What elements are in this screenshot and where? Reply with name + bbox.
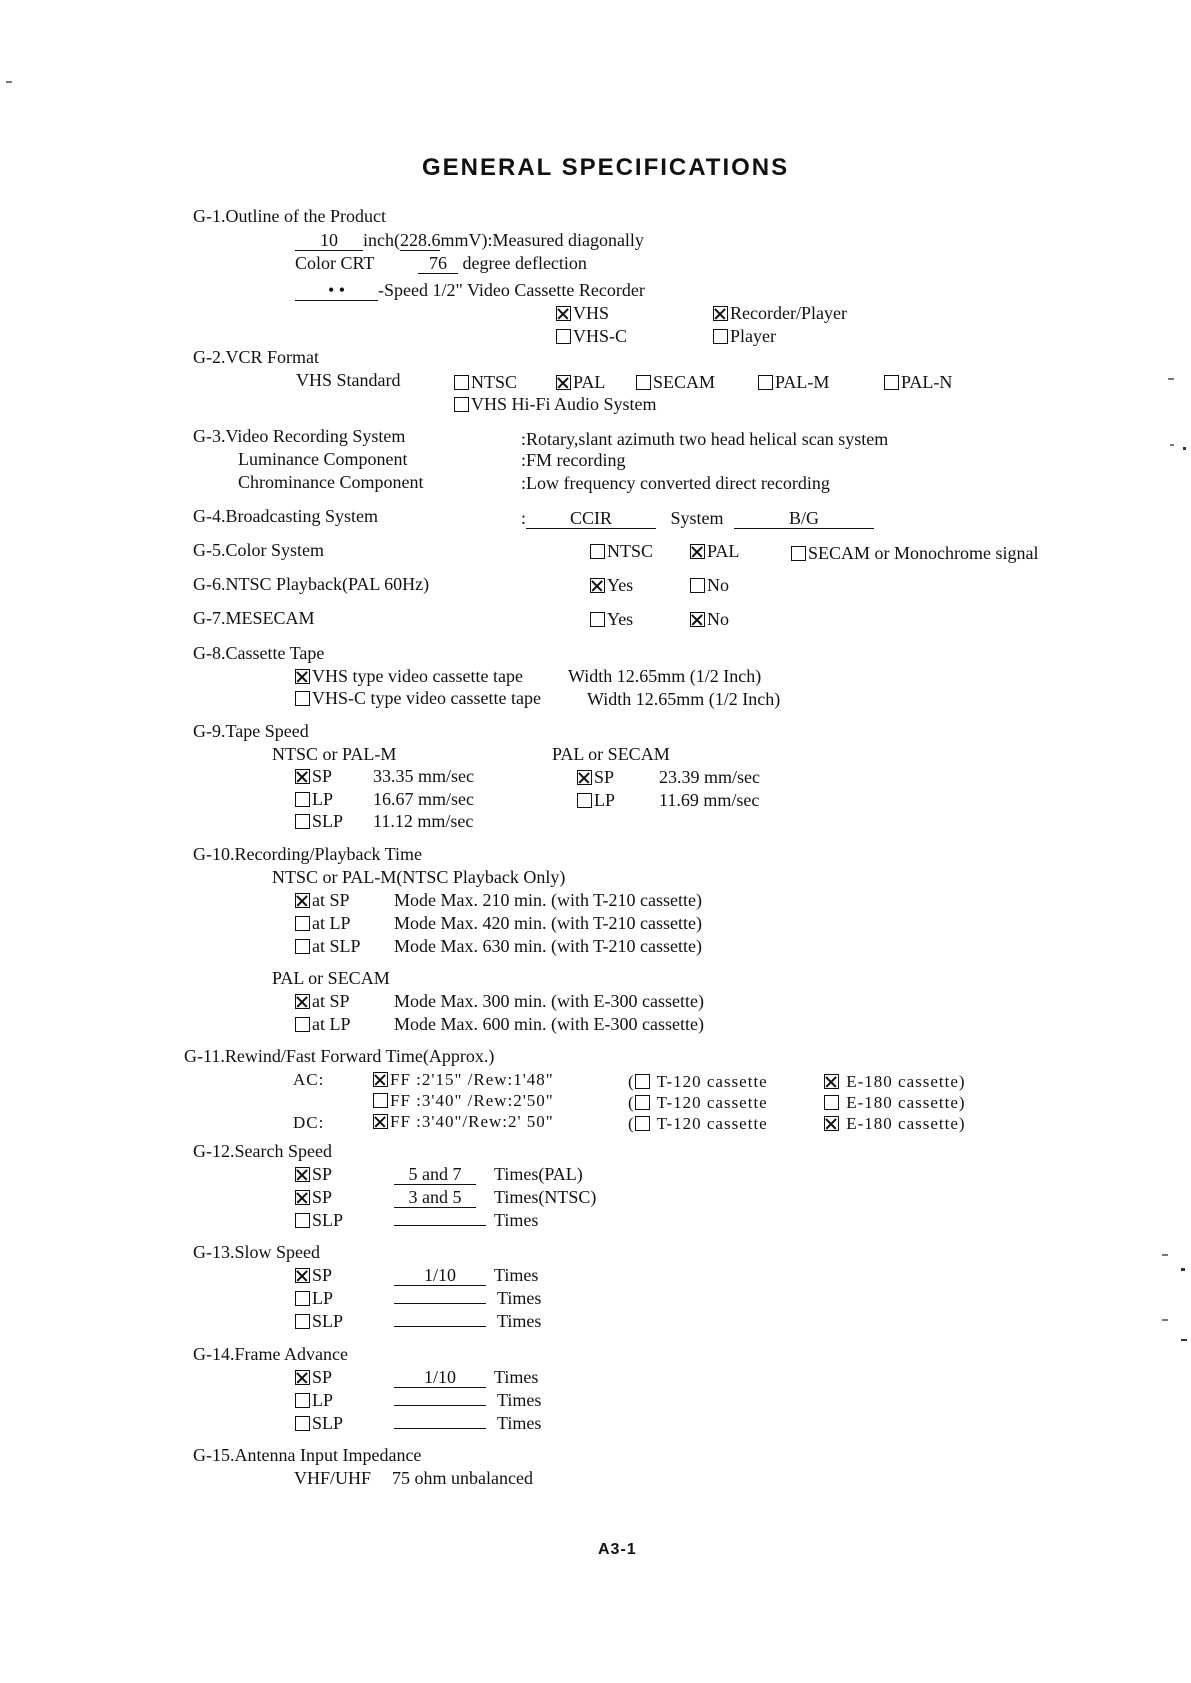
checkbox-unchecked (690, 578, 705, 593)
checkbox-checked (824, 1074, 839, 1089)
g9-pal-sp: SP (577, 768, 614, 786)
checkbox-checked (373, 1072, 388, 1087)
g11-row-2-ff: FF :3'40" /Rew:2'50" (373, 1092, 554, 1109)
checkbox-checked (556, 306, 571, 321)
g6-yes: Yes (590, 576, 633, 594)
g10-heading: G-10.Recording/Playback Time (193, 844, 422, 864)
g15-heading: G-15.Antenna Input Impedance (193, 1445, 422, 1465)
g9-pal-sp-speed: 23.39 mm/sec (659, 767, 760, 787)
g2-hifi: VHS Hi-Fi Audio System (454, 395, 657, 413)
g3-heading: G-3.Video Recording System (193, 426, 406, 446)
checkbox-unchecked (295, 814, 310, 829)
g11-row-1-t: ( T-120 cassette (628, 1072, 768, 1091)
g12-row-1-unit: Times(PAL) (494, 1164, 583, 1184)
g8-vhsc: VHS-C type video cassette tape (295, 689, 541, 707)
g12-row-1-mode: SP (295, 1165, 332, 1183)
g10-ntsc-slp-text: Mode Max. 630 min. (with T-210 cassette) (394, 936, 702, 956)
g8-heading: G-8.Cassette Tape (193, 643, 325, 663)
g11-row-3-e: E-180 cassette) (824, 1115, 966, 1132)
g9-ntsc-lp-speed: 16.67 mm/sec (373, 789, 474, 809)
g2-ntsc: NTSC (454, 373, 517, 391)
g1-crt-line (418, 254, 587, 274)
g2-pal: PAL (556, 373, 605, 391)
g9-pal-lp-speed: 11.69 mm/sec (659, 790, 760, 810)
checkbox-unchecked (295, 1291, 310, 1306)
g12-row-3-mode: SLP (295, 1211, 343, 1229)
g9-ntsc-lp: LP (295, 790, 333, 808)
g1-vhs: VHS (556, 304, 609, 322)
checkbox-unchecked (295, 1393, 310, 1408)
g5-heading: G-5.Color System (193, 540, 325, 560)
g1-size-post: mmV):Measured diagonally (440, 230, 644, 250)
g10-pal-heading: PAL or SECAM (272, 968, 390, 988)
g2-heading: G-2.VCR Format (193, 347, 319, 367)
checkbox-checked (295, 893, 310, 908)
g6-no: No (690, 576, 729, 594)
checkbox-unchecked (454, 375, 469, 390)
g1-crt-degree: 76 (418, 254, 458, 274)
checkbox-unchecked (824, 1095, 839, 1110)
checkbox-unchecked (713, 329, 728, 344)
checkbox-unchecked (295, 1314, 310, 1329)
g1-size-value: 10 (295, 231, 363, 251)
g13-row-3-unit: Times (497, 1311, 542, 1331)
g9-pal-heading: PAL or SECAM (552, 744, 670, 764)
checkbox-checked (577, 770, 592, 785)
g12-heading: G-12.Search Speed (193, 1141, 332, 1161)
g12-row-1-value: 5 and 7 (394, 1165, 476, 1185)
g11-row-1-ff: FF :2'15" /Rew:1'48" (373, 1071, 554, 1088)
checkbox-unchecked (635, 1095, 650, 1110)
g2-secam: SECAM (636, 373, 715, 391)
g10-pal-lp: at LP (295, 1015, 351, 1033)
checkbox-unchecked (295, 939, 310, 954)
g10-pal-sp: at SP (295, 992, 350, 1010)
g12-row-2-mode: SP (295, 1188, 332, 1206)
checkbox-checked (556, 375, 571, 390)
g13-row-2-mode: LP (295, 1289, 333, 1307)
g1-speed-post: -Speed 1/2" Video Cassette Recorder (378, 280, 645, 300)
checkbox-unchecked (556, 329, 571, 344)
g5-pal: PAL (690, 542, 739, 560)
g9-pal-lp: LP (577, 791, 615, 809)
g14-heading: G-14.Frame Advance (193, 1344, 348, 1364)
g14-row-2-mode: LP (295, 1391, 333, 1409)
g15-value: 75 ohm unbalanced (392, 1468, 533, 1488)
checkbox-unchecked (295, 691, 310, 706)
g11-ac-label: AC: (293, 1070, 325, 1089)
g12-row-2-value: 3 and 5 (394, 1188, 476, 1208)
g14-row-1-mode: SP (295, 1368, 332, 1386)
g14-row-1-value: 1/10 (394, 1368, 486, 1388)
g14-row-3-unit: Times (497, 1413, 542, 1433)
g12-row-3-value (394, 1211, 486, 1229)
g8-vhs: VHS type video cassette tape (295, 667, 523, 685)
checkbox-unchecked (295, 1017, 310, 1032)
checkbox-unchecked (590, 544, 605, 559)
scan-mark (1181, 1339, 1187, 1341)
g11-dc-label: DC: (293, 1113, 325, 1132)
g10-ntsc-lp-text: Mode Max. 420 min. (with T-210 cassette) (394, 913, 702, 933)
g7-heading: G-7.MESECAM (193, 608, 315, 628)
checkbox-unchecked (295, 1416, 310, 1431)
g3-chrominance: Chrominance Component (238, 472, 424, 492)
g10-pal-lp-text: Mode Max. 600 min. (with E-300 cassette) (394, 1014, 704, 1034)
scan-mark (1162, 1254, 1168, 1256)
g14-row-1-unit: Times (494, 1367, 539, 1387)
g13-row-3-mode: SLP (295, 1312, 343, 1330)
checkbox-checked (295, 669, 310, 684)
g11-heading: G-11.Rewind/Fast Forward Time(Approx.) (184, 1046, 495, 1066)
checkbox-checked (295, 1190, 310, 1205)
g7-no: No (690, 610, 729, 628)
g8-vhs-width: Width 12.65mm (1/2 Inch) (568, 666, 762, 686)
g14-row-2-value (394, 1391, 486, 1409)
g11-row-1-e: E-180 cassette) (824, 1073, 966, 1090)
g9-ntsc-slp-speed: 11.12 mm/sec (373, 811, 474, 831)
g10-pal-sp-text: Mode Max. 300 min. (with E-300 cassette) (394, 991, 704, 1011)
checkbox-checked (690, 612, 705, 627)
g3-luminance: Luminance Component (238, 449, 408, 469)
g4-system: System (670, 508, 724, 528)
g14-row-2-unit: Times (497, 1390, 542, 1410)
checkbox-unchecked (295, 792, 310, 807)
g3-value-2: :FM recording (521, 450, 626, 470)
scan-mark (1170, 444, 1174, 446)
g10-ntsc-lp: at LP (295, 914, 351, 932)
g2-label: VHS Standard (296, 370, 401, 390)
checkbox-checked (295, 1268, 310, 1283)
scan-mark (1162, 1319, 1168, 1321)
g1-size-unit: inch( (363, 230, 400, 250)
scan-mark (1168, 378, 1174, 380)
page-title: GENERAL SPECIFICATIONS (422, 154, 790, 181)
g10-ntsc-slp: at SLP (295, 937, 361, 955)
checkbox-unchecked (758, 375, 773, 390)
checkbox-unchecked (590, 612, 605, 627)
g1-speed-value: • • (295, 281, 378, 301)
g11-row-3-t: ( T-120 cassette (628, 1114, 768, 1133)
scan-mark (6, 81, 12, 83)
scan-mark (1183, 447, 1186, 450)
g9-ntsc-slp: SLP (295, 812, 343, 830)
g6-heading: G-6.NTSC Playback(PAL 60Hz) (193, 574, 430, 594)
checkbox-unchecked (636, 375, 651, 390)
g5-secam: SECAM or Monochrome signal (791, 544, 1038, 562)
checkbox-unchecked (791, 546, 806, 561)
g10-ntsc-sp-text: Mode Max. 210 min. (with T-210 cassette) (394, 890, 702, 910)
g7-yes: Yes (590, 610, 633, 628)
g2-palm: PAL-M (758, 373, 829, 391)
g1-crt-label: Color CRT (295, 253, 375, 273)
g1-vhsc: VHS-C (556, 327, 627, 345)
g12-row-2-unit: Times(NTSC) (494, 1187, 597, 1207)
g13-row-1-value: 1/10 (394, 1266, 486, 1286)
checkbox-checked (690, 544, 705, 559)
g14-row-3-value (394, 1414, 486, 1432)
g13-heading: G-13.Slow Speed (193, 1242, 320, 1262)
checkbox-checked (824, 1116, 839, 1131)
g4-ccir: CCIR (526, 509, 656, 529)
checkbox-unchecked (635, 1074, 650, 1089)
checkbox-checked (590, 578, 605, 593)
g11-row-2-t: ( T-120 cassette (628, 1093, 768, 1112)
g1-heading: G-1.Outline of the Product (193, 206, 386, 226)
checkbox-checked (295, 769, 310, 784)
checkbox-checked (713, 306, 728, 321)
g1-recorder-player: Recorder/Player (713, 304, 847, 322)
g2-paln: PAL-N (884, 373, 952, 391)
checkbox-checked (295, 1167, 310, 1182)
scan-mark (1181, 1268, 1185, 1271)
checkbox-unchecked (454, 397, 469, 412)
g13-row-1-mode: SP (295, 1266, 332, 1284)
g9-ntsc-sp: SP (295, 767, 332, 785)
checkbox-unchecked (884, 375, 899, 390)
page-number: A3-1 (598, 1541, 637, 1558)
g11-row-2-e: E-180 cassette) (824, 1094, 966, 1111)
g13-row-3-value (394, 1312, 486, 1330)
g15-label: VHF/UHF (294, 1468, 372, 1488)
g10-ntsc-sp: at SP (295, 891, 350, 909)
g14-row-3-mode: SLP (295, 1414, 343, 1432)
g4-value-line: : CCIR System B/G (521, 509, 874, 529)
checkbox-checked (373, 1114, 388, 1129)
g4-bg: B/G (734, 509, 874, 529)
g13-row-1-unit: Times (494, 1265, 539, 1285)
checkbox-unchecked (577, 793, 592, 808)
g11-row-3-ff: FF :3'40"/Rew:2' 50" (373, 1113, 554, 1130)
g1-size-mm: 228.6 (399, 230, 441, 250)
g1-player: Player (713, 327, 776, 345)
g1-crt-post: degree deflection (462, 253, 587, 273)
g9-ntsc-sp-speed: 33.35 mm/sec (373, 766, 474, 786)
g1-size-line (295, 231, 644, 251)
checkbox-unchecked (295, 916, 310, 931)
checkbox-checked (295, 994, 310, 1009)
checkbox-unchecked (295, 1213, 310, 1228)
g9-heading: G-9.Tape Speed (193, 721, 309, 741)
g10-ntsc-heading: NTSC or PAL-M(NTSC Playback Only) (272, 867, 566, 887)
g1-speed-line (295, 281, 645, 301)
g3-value-3: :Low frequency converted direct recording (521, 473, 830, 493)
g13-row-2-unit: Times (497, 1288, 542, 1308)
g13-row-2-value (394, 1289, 486, 1307)
g12-row-3-unit: Times (494, 1210, 539, 1230)
g4-heading: G-4.Broadcasting System (193, 506, 378, 526)
checkbox-checked (295, 1370, 310, 1385)
g3-value-1: :Rotary,slant azimuth two head helical scan system (521, 429, 889, 449)
g9-ntsc-heading: NTSC or PAL-M (272, 744, 397, 764)
g5-ntsc: NTSC (590, 542, 653, 560)
checkbox-unchecked (635, 1116, 650, 1131)
g8-vhsc-width: Width 12.65mm (1/2 Inch) (587, 689, 781, 709)
checkbox-unchecked (373, 1093, 388, 1108)
